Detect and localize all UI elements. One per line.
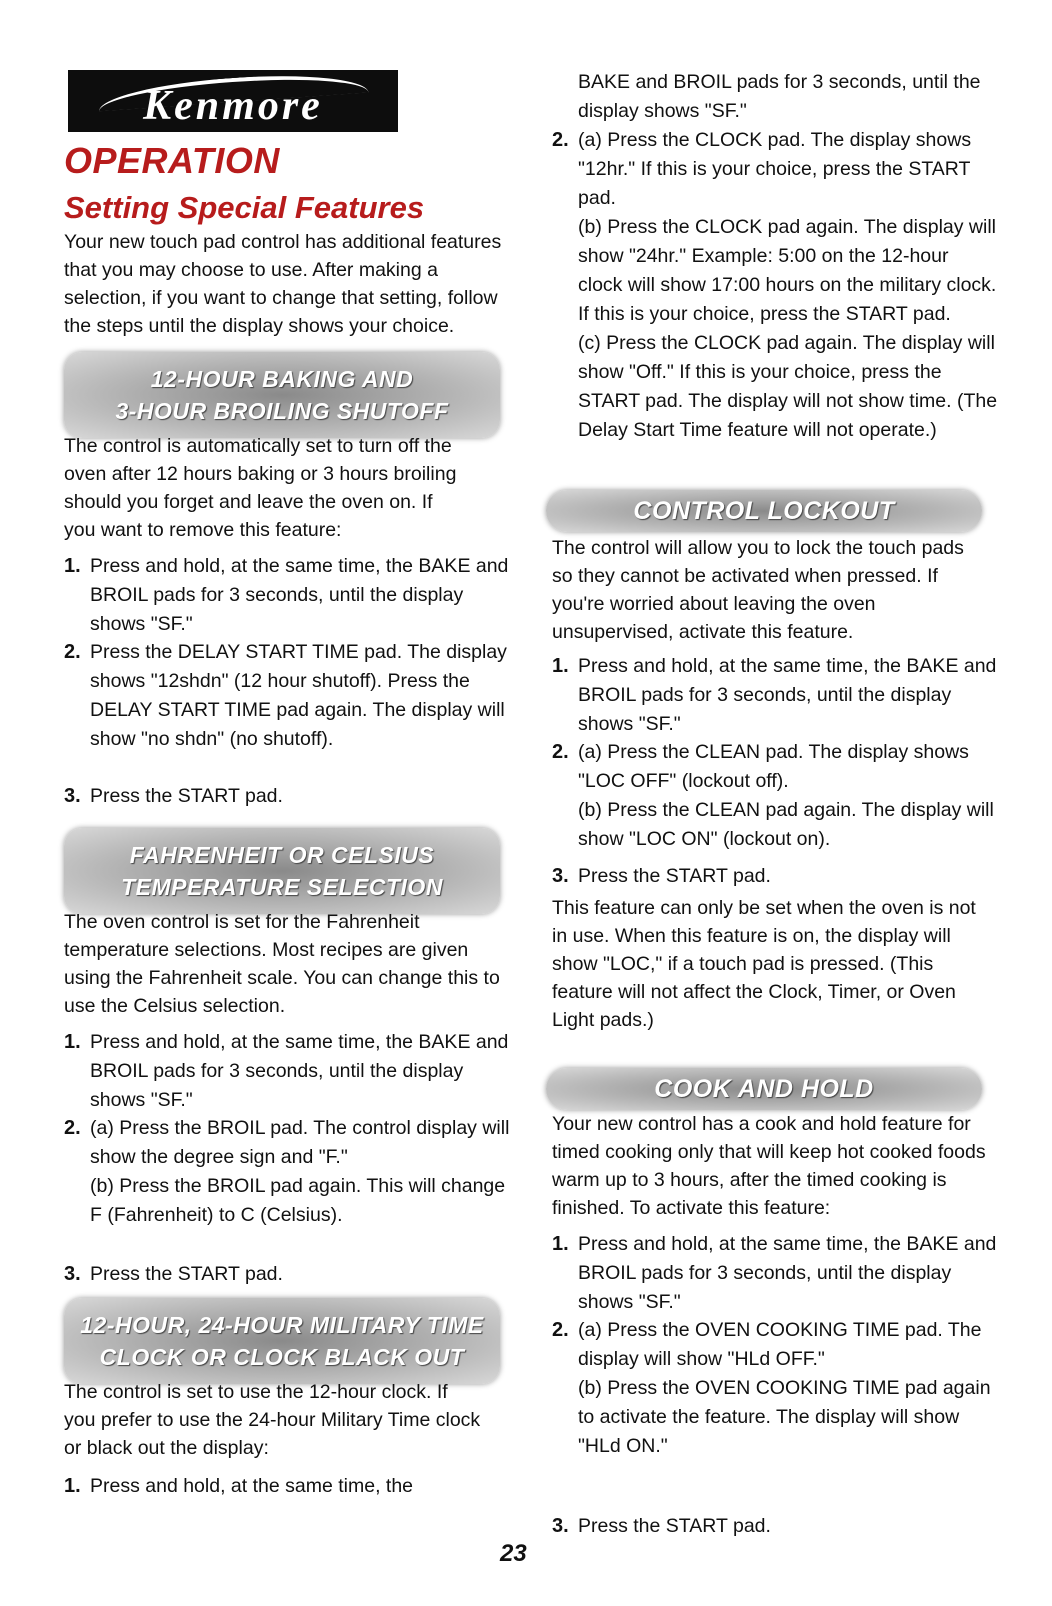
step-text: Press and hold, at the same time, the BAKE and BROIL pads for 3 seconds, until the display shows "SF." bbox=[578, 655, 997, 735]
banner-line: COOK AND HOLD bbox=[654, 1075, 874, 1103]
lockout-step-2: 2. (a) Press the CLEAN pad. The display shows "LOC OFF" (lockout off). (b) Press the CLEAN pad again. The display will show "LOC ON" (lockout on). bbox=[552, 738, 998, 854]
step-text: Press and hold, at the same time, the BAKE and BROIL pads for 3 seconds, until the display shows "SF." bbox=[90, 1031, 509, 1111]
page-heading: OPERATION bbox=[64, 140, 280, 181]
step-text: Press the START pad. bbox=[578, 1515, 771, 1537]
step-text: Press the START pad. bbox=[90, 1263, 283, 1285]
banner-line: TEMPERATURE SELECTION bbox=[121, 874, 443, 900]
kenmore-logo bbox=[68, 70, 398, 132]
shutoff-step-2: 2. Press the DELAY START TIME pad. The display shows "12shdn" (12 hour shutoff). Press the DELAY START TIME pad again. The display will show "no shdn" (no shutoff). bbox=[64, 641, 507, 750]
banner-line: 12-HOUR BAKING AND bbox=[150, 366, 414, 392]
step-text: (a) Press the CLOCK pad. The display shows "12hr." If this is your choice, press the START pad. bbox=[578, 129, 972, 209]
lockout-note: This feature can only be set when the oven is not in use. When this feature is on, the display will show "LOC," if a touch pad is pressed. (This feature will not affect the Clock, Timer, or Oven Light pads.) bbox=[552, 897, 976, 1031]
shutoff-step-3: 3. Press the START pad. bbox=[64, 785, 283, 807]
step-text: (c) Press the CLOCK pad again. The display will show "Off." If this is your choice, press the START pad. The display will not show time. (The Delay Start Time feature will not operate.) bbox=[578, 332, 998, 441]
brand-name: Kenmore bbox=[143, 83, 323, 129]
banner-lockout bbox=[546, 490, 982, 532]
step-text: Press and hold, at the same time, the BAKE and BROIL pads for 3 seconds, until the display shows "SF." bbox=[578, 1233, 997, 1313]
shutoff-body: The control is automatically set to turn off the oven after 12 hours baking or 3 hours broiling should you forget and leave the oven on. If you want to remove this feature: bbox=[64, 435, 457, 541]
fahrenheit-step-2: 2. (a) Press the BROIL pad. The control display will show the degree sign and "F." (b) Press the BROIL pad again. This will change F (Fahrenheit) to C (Celsius). bbox=[64, 1114, 510, 1230]
lockout-step-1: 1. Press and hold, at the same time, the BAKE and BROIL pads for 3 seconds, until the display shows "SF." bbox=[552, 655, 997, 735]
step-text: Press the START pad. bbox=[578, 865, 771, 887]
step-text: Press and hold, at the same time, the BAKE and BROIL pads for 3 seconds, until the display shows "SF." bbox=[90, 555, 509, 635]
fahrenheit-step-3: 3. Press the START pad. bbox=[64, 1263, 283, 1285]
step-text: Press and hold, at the same time, the bbox=[90, 1475, 414, 1497]
clock-step-1-cont bbox=[552, 68, 998, 126]
banner-line: CLOCK OR CLOCK BLACK OUT bbox=[99, 1344, 465, 1370]
clock-body: The control is set to use the 12-hour clock. If you prefer to use the 24-hour Military Time clock or black out the display: bbox=[64, 1381, 481, 1459]
step-text: (b) Press the CLEAN pad again. The display will show "LOC ON" (lockout on). bbox=[578, 799, 994, 850]
banner-line: FAHRENHEIT OR CELSIUS bbox=[129, 842, 435, 868]
page-number: 23 bbox=[500, 1540, 527, 1567]
step-text: (a) Press the OVEN COOKING TIME pad. The display will show "HLd OFF." bbox=[578, 1319, 982, 1370]
banner-line: CONTROL LOCKOUT bbox=[633, 497, 895, 525]
banner-shutoff bbox=[64, 352, 500, 438]
banner-line: 3-HOUR BROILING SHUTOFF bbox=[115, 398, 449, 424]
lockout-step-3: 3. Press the START pad. bbox=[552, 865, 771, 887]
banner-cookhold bbox=[546, 1068, 982, 1110]
lockout-body: The control will allow you to lock the touch pads so they cannot be activated when pressed. If you're worried about leaving the oven unsupervised, activate this feature. bbox=[552, 537, 964, 643]
shutoff-step-1: 1. Press and hold, at the same time, the BAKE and BROIL pads for 3 seconds, until the display shows "SF." bbox=[64, 555, 509, 635]
cookhold-step-2: 2. (a) Press the OVEN COOKING TIME pad. The display will show "HLd OFF." (b) Press the OVEN COOKING TIME pad again to activate the feature. The display will show "HLd ON." bbox=[552, 1316, 998, 1461]
step-text: (a) Press the CLEAN pad. The display shows "LOC OFF" (lockout off). bbox=[578, 741, 969, 792]
banner-clock bbox=[64, 1298, 500, 1384]
clock-step-1: 1. Press and hold, at the same time, the bbox=[64, 1475, 414, 1497]
step-text: Press the DELAY START TIME pad. The display shows "12shdn" (12 hour shutoff). Press the DELAY START TIME pad again. The display will show "no shdn" (no shutoff). bbox=[90, 641, 507, 750]
clock-step-2: 2. (a) Press the CLOCK pad. The display shows "12hr." If this is your choice, press the START pad. (b) Press the CLOCK pad again. The display will show "24hr." Example: 5:00 on the 12-hour clock will show 17:00 hours on the military clock. If this is your choice, press the START pad. (c) Press the CLOCK pad again. The display will show "Off." If this is your choice, press the START pad. The display will not show time. (The Delay Start Time feature will not operate.) bbox=[552, 126, 998, 445]
fahrenheit-body: The oven control is set for the Fahrenheit temperature selections. Most recipes are given using the Fahrenheit scale. You can change this to use the Celsius selection. bbox=[64, 911, 500, 1017]
step-text: (a) Press the BROIL pad. The control display will show the degree sign and "F." bbox=[90, 1117, 510, 1168]
intro-text: Your new touch pad control has additional features that you may choose to use. After making a selection, if you want to change that setting, follow the steps until the display shows your choice. bbox=[64, 231, 502, 337]
cookhold-body: Your new control has a cook and hold feature for timed cooking only that will keep hot cooked foods warm up to 3 hours, after the timed cooking is finished. To activate this feature: bbox=[552, 1113, 986, 1219]
fahrenheit-step-1: 1. Press and hold, at the same time, the BAKE and BROIL pads for 3 seconds, until the display shows "SF." bbox=[64, 1031, 509, 1111]
step-text: (b) Press the OVEN COOKING TIME pad again to activate the feature. The display will show "HLd ON." bbox=[578, 1377, 991, 1457]
cookhold-step-1: 1. Press and hold, at the same time, the BAKE and BROIL pads for 3 seconds, until the display shows "SF." bbox=[552, 1233, 997, 1313]
banner-fahrenheit bbox=[64, 828, 500, 914]
step-text: (b) Press the BROIL pad again. This will change F (Fahrenheit) to C (Celsius). bbox=[90, 1175, 506, 1226]
step-text: Press the START pad. bbox=[90, 785, 283, 807]
step-text: BAKE and BROIL pads for 3 seconds, until the display shows "SF." bbox=[578, 71, 981, 122]
cookhold-step-3: 3. Press the START pad. bbox=[552, 1515, 771, 1537]
page-subheading: Setting Special Features bbox=[64, 190, 425, 225]
banner-line: 12-HOUR, 24-HOUR MILITARY TIME bbox=[80, 1312, 484, 1338]
step-text: (b) Press the CLOCK pad again. The display will show "24hr." Example: 5:00 on the 12-hour clock will show 17:00 hours on the military clock. If this is your choice, press the START pad. bbox=[578, 216, 997, 325]
